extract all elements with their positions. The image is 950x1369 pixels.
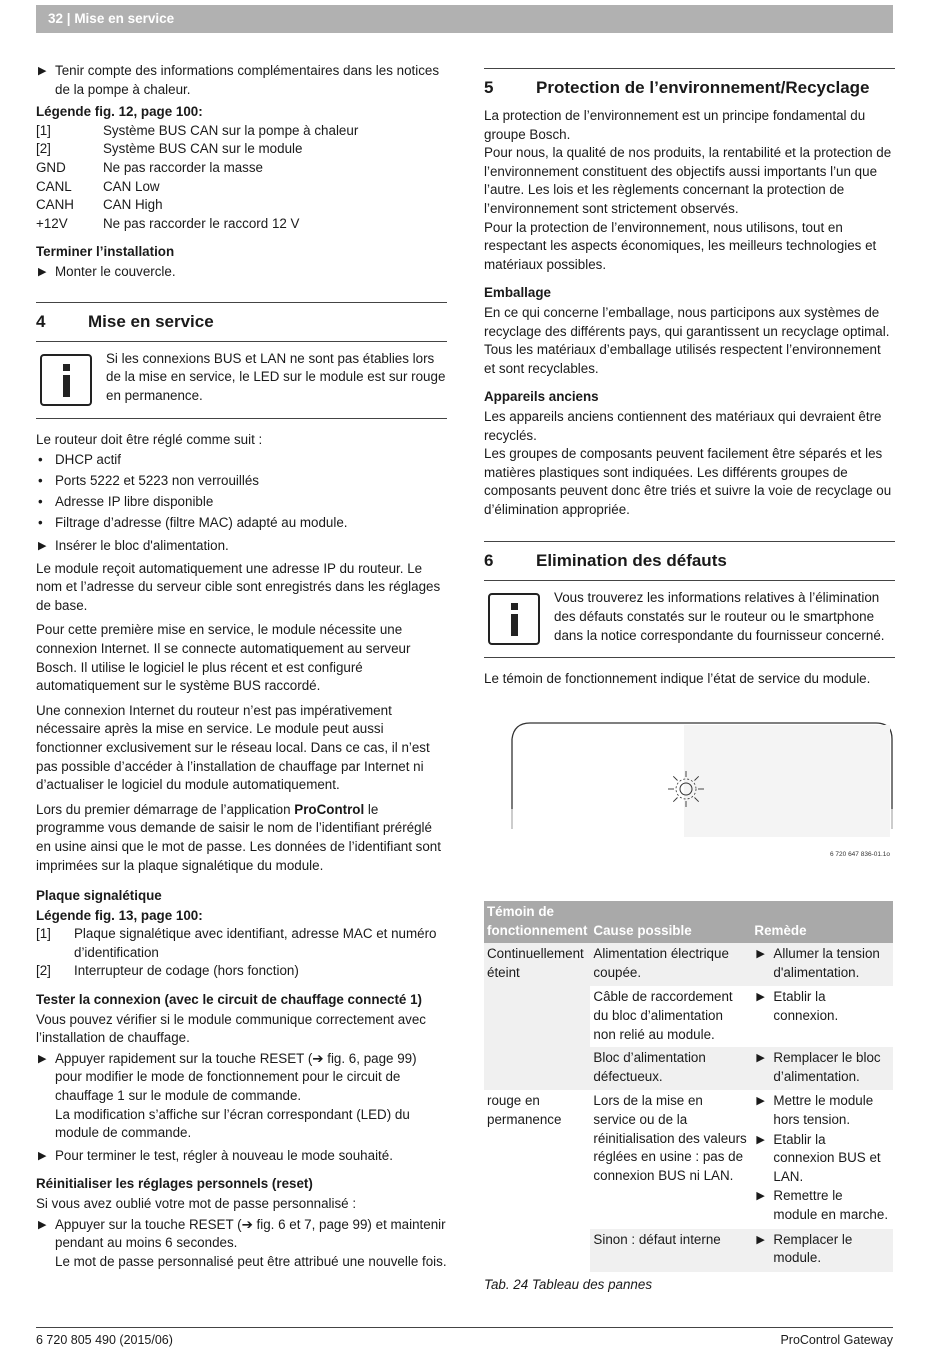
remedy-text: Remettre le module en marche.: [773, 1188, 889, 1222]
paragraph: Le témoin de fonctionnement indique l’état de service du module.: [484, 671, 871, 687]
legend-title: Légende fig. 13, page 100:: [36, 907, 203, 923]
triangle-right-icon: ▶: [756, 1052, 765, 1065]
section-number: 6: [484, 551, 494, 571]
remedy-text: Remplacer le bloc d’alimentation.: [773, 1050, 881, 1084]
table-cell: [751, 986, 893, 1047]
section-title: Protection de l’environnement/Recyclage: [536, 78, 870, 97]
section-heading: [36, 302, 447, 333]
paragraph: Les groupes de composants peuvent facilement être séparés et les matières plastiques sont indiquées. Les différents groupes de composants peuvent donc être triés et suivre la voie de recyclage ou d’élimination appropriée.: [484, 446, 892, 517]
legend-item: [36, 178, 447, 197]
table-cell: rouge en permanence: [484, 1090, 590, 1271]
step-text: Monter le couvercle.: [55, 263, 176, 279]
legend-key: CANH: [36, 197, 74, 213]
section-title: Mise en service: [88, 311, 214, 331]
text-run: Lors du premier démarrage de l’application: [36, 801, 295, 817]
paragraph: Si vous avez oublié votre mot de passe personnalisé :: [36, 1196, 357, 1211]
paragraph: La protection de l’environnement est un principe fondamental du groupe Bosch.: [484, 108, 866, 142]
triangle-right-icon: ▶: [38, 540, 47, 552]
step-item: [36, 537, 447, 556]
legend-value: Ne pas raccorder le raccord 12 V: [103, 215, 300, 231]
bullet-icon: •: [38, 473, 43, 489]
subheading: Plaque signalétique: [36, 888, 162, 904]
legend-key: [1]: [36, 926, 51, 942]
step-text: Appuyer sur la touche RESET (➔ fig. 6 et 7, page 99) et maintenir pendant au moins 6 secondes.: [55, 1216, 446, 1251]
remedy-text: Remplacer le module.: [773, 1231, 853, 1266]
table-cell: [751, 1047, 893, 1090]
paragraph: En ce qui concerne l’emballage, nous participons aux systèmes de recyclage des différents pays, qui garantissent un recyclage optimal.: [484, 304, 890, 339]
triangle-right-icon: ▶: [38, 265, 47, 278]
table-header: Témoin de fonctionnement: [484, 901, 590, 943]
info-icon: [40, 354, 92, 406]
paragraph: Pour nous, la qualité de nos produits, la rentabilité et la protection de l’environnement constituent des objectifs aussi importants l’un que l’autre. Les lois et les règlements concernant la protection de l’environnement sont strictement observés.: [484, 145, 892, 216]
triangle-right-icon: ▶: [756, 1133, 765, 1146]
document-number: 6 720 805 490 (2015/06): [36, 1333, 173, 1347]
paragraph: Une connexion Internet du routeur n’est pas impérativement nécessaire après la mise en service. Le module peut aussi fonctionner exclusivement sur le réseau local. Dans ce cas, il n’est pas possible d’accéder à l’installation de chauffage par Internet ni d’actualiser le logiciel du module automatiquement.: [36, 702, 430, 793]
legend-item: [36, 122, 447, 141]
right-column: [484, 62, 895, 1294]
legend-value: Interrupteur de codage (hors fonction): [74, 963, 299, 979]
list-item: [36, 451, 447, 470]
info-box: [484, 580, 895, 658]
legend-list: [36, 122, 447, 234]
text-run: le programme vous demande de saisir le nom de l’identifiant préréglé en usine ainsi que le mot de passe. Les données de l’identifiant sont imprimées sur la plaque signalétique du module.: [36, 801, 441, 873]
bullet-icon: •: [38, 515, 43, 531]
info-text: Si les connexions BUS et LAN ne sont pas établies lors de la mise en service, le LED sur le module est sur rouge en permanence.: [106, 350, 446, 403]
table-cell: [751, 1229, 893, 1272]
page-number: 32: [48, 11, 64, 26]
subheading: Réinitialiser les réglages personnels (reset): [36, 1176, 313, 1192]
bullet-icon: •: [38, 452, 43, 468]
product-name: ProControl Gateway: [780, 1333, 893, 1347]
list-item-text: Ports 5222 et 5223 non verrouillés: [55, 473, 259, 489]
legend-value: CAN High: [103, 197, 163, 213]
triangle-right-icon: ▶: [38, 1218, 47, 1231]
subheading: Appareils anciens: [484, 389, 599, 405]
app-name: ProControl: [294, 801, 365, 817]
list-item-text: Adresse IP libre disponible: [55, 494, 214, 510]
step-text: Tenir compte des informations complémentaires dans les notices de la pompe à chaleur.: [55, 63, 440, 97]
legend-item: [36, 140, 447, 159]
paragraph: Pour la protection de l’environnement, nous utilisons, tout en respectant les aspects économiques, les meilleurs technologies et matériaux possibles.: [484, 219, 877, 272]
list-item-text: Filtrage d’adresse (filtre MAC) adapté au module.: [55, 515, 348, 531]
table-cell: Lors de la mise en service ou de la réinitialisation des valeurs réglées en usine : pas de connexion BUS ni LAN.: [590, 1090, 751, 1228]
step-text: Appuyer rapidement sur la touche RESET (➔ fig. 6, page 99) pour modifier le mode de fonctionnement pour le circuit de chauffage 1 sur le module de commande.: [55, 1050, 417, 1104]
left-column: [36, 62, 447, 1275]
section-heading: [484, 541, 895, 572]
triangle-right-icon: ▶: [38, 1052, 47, 1065]
fault-table: [484, 901, 893, 1272]
paragraph: [36, 801, 447, 875]
table-header: Cause possible: [590, 901, 751, 943]
triangle-right-icon: ▶: [756, 1095, 765, 1108]
legend-list: [36, 925, 447, 981]
list-item-text: DHCP actif: [55, 452, 121, 468]
legend-key: [2]: [36, 141, 51, 157]
bullet-icon: •: [38, 494, 43, 510]
table-cell: Continuellement éteint: [484, 943, 590, 1090]
table-cell: Alimentation électrique coupée.: [590, 943, 751, 986]
paragraph: Le module reçoit automatiquement une adresse IP du routeur. Le nom et l’adresse du serveur cible sont enregistrés dans les réglages de base.: [36, 560, 441, 613]
step-item: [36, 1216, 447, 1272]
legend-item: [36, 962, 447, 981]
section-number: 4: [36, 311, 46, 331]
step-item: [36, 1050, 447, 1143]
triangle-right-icon: ▶: [38, 65, 47, 77]
legend-value: Système BUS CAN sur le module: [103, 141, 303, 157]
table-header: Remède: [751, 901, 893, 943]
paragraph: Le routeur doit être réglé comme suit :: [36, 431, 263, 447]
page-footer: [36, 1327, 893, 1350]
legend-key: [1]: [36, 122, 51, 138]
section-number: 5: [484, 78, 494, 97]
legend-value: Ne pas raccorder la masse: [103, 159, 264, 175]
legend-key: GND: [36, 159, 66, 175]
remedy-text: Etablir la connexion.: [773, 989, 839, 1024]
legend-key: [2]: [36, 963, 51, 979]
table-caption: Tab. 24 Tableau des pannes: [484, 1276, 653, 1292]
triangle-right-icon: ▶: [756, 1233, 765, 1246]
step-item: [36, 263, 447, 282]
legend-value: CAN Low: [103, 178, 160, 194]
legend-value: Système BUS CAN sur la pompe à chaleur: [103, 122, 359, 138]
legend-title: Légende fig. 12, page 100:: [36, 104, 203, 120]
header-title: Mise en service: [74, 11, 175, 26]
step-text: Pour terminer le test, régler à nouveau le mode souhaité.: [55, 1147, 393, 1163]
step-result: Le mot de passe personnalisé peut être attribué une nouvelle fois.: [55, 1253, 447, 1269]
remedy-text: Allumer la tension d'alimentation.: [773, 946, 880, 980]
paragraph: Les appareils anciens contiennent des matériaux qui devraient être recyclés.: [484, 408, 882, 443]
page-header: [36, 5, 893, 33]
triangle-right-icon: ▶: [38, 1149, 47, 1162]
remedy-text: Mettre le module hors tension.: [773, 1093, 874, 1127]
legend-key: +12V: [36, 215, 68, 231]
step-text: Insérer le bloc d'alimentation.: [55, 538, 229, 553]
figure-code: 6 720 647 836-01.1o: [830, 851, 890, 859]
triangle-right-icon: ▶: [756, 991, 765, 1004]
subheading: Emballage: [484, 285, 551, 301]
paragraph: Tous les matériaux d’emballage utilisés respectent l’environnement et sont recyclables.: [484, 342, 881, 376]
module-illustration: [484, 719, 893, 861]
step-item: [36, 62, 447, 99]
list-item: [36, 472, 447, 491]
legend-item: [36, 215, 447, 234]
legend-item: [36, 925, 447, 962]
legend-item: [36, 159, 447, 178]
triangle-right-icon: ▶: [756, 1190, 765, 1203]
legend-key: CANL: [36, 178, 72, 194]
remedy-text: Etablir la connexion BUS et LAN.: [773, 1131, 881, 1184]
table-row: [484, 943, 893, 986]
legend-item: [36, 196, 447, 215]
table-row: [484, 1090, 893, 1228]
paragraph: Pour cette première mise en service, le module nécessite une connexion Internet. Il se connecte automatiquement au serveur Bosch. Il utilise le logiciel le plus récent et est configuré automatiquement sur le système BUS raccordé.: [36, 622, 411, 694]
step-result: La modification s’affiche sur l’écran correspondant (LED) du module de commande.: [55, 1106, 410, 1141]
info-icon: [488, 593, 540, 645]
info-text: Vous trouverez les informations relatives à l’élimination des défauts constatés sur le routeur ou le smartphone dans la notice correspondante du fournisseur concerné.: [554, 590, 885, 643]
table-cell: Sinon : défaut interne: [590, 1229, 751, 1272]
list-item: [36, 514, 447, 533]
bullet-list: [36, 451, 447, 533]
info-box: [36, 341, 447, 419]
section-heading: [484, 68, 895, 99]
table-cell: Bloc d’alimentation défectueux.: [590, 1047, 751, 1090]
subheading: Terminer l’installation: [36, 244, 175, 260]
section-title: Elimination des défauts: [536, 551, 727, 571]
legend-value: Plaque signalétique avec identifiant, adresse MAC et numéro d’identification: [74, 926, 437, 960]
module-figure: [484, 719, 895, 861]
subheading: Tester la connexion (avec le circuit de chauffage connecté 1): [36, 992, 422, 1008]
table-cell: [751, 1090, 893, 1228]
step-item: [36, 1147, 447, 1166]
triangle-right-icon: ▶: [756, 948, 765, 961]
list-item: [36, 493, 447, 512]
header-separator: |: [63, 11, 75, 26]
table-cell: [751, 943, 893, 986]
paragraph: Vous pouvez vérifier si le module communique correctement avec l’installation de chauffage.: [36, 1011, 427, 1046]
table-cell: Câble de raccordement du bloc d’alimentation non relié au module.: [590, 986, 751, 1047]
